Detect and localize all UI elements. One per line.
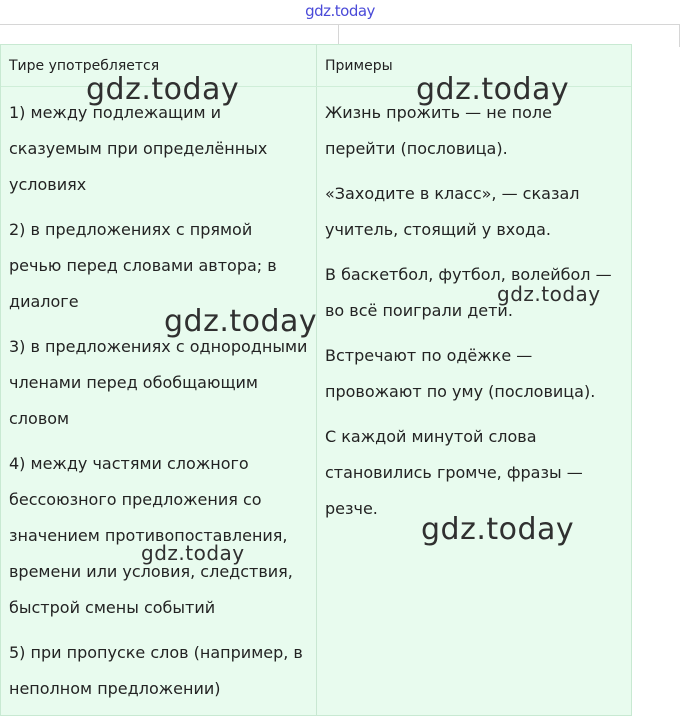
header-examples: Примеры [325, 58, 393, 74]
header-usage: Тире употребляется [9, 58, 160, 74]
watermark: gdz.today [416, 72, 570, 107]
example-item: С каждой минутой слова становились громче, фразы — резче. [325, 427, 583, 518]
watermark: gdz.today [86, 72, 240, 107]
column-divider [316, 45, 317, 715]
rules-column [9, 95, 309, 716]
watermark: gdz.today [497, 282, 601, 306]
watermark: gdz.today [164, 304, 318, 339]
dash-usage-table [0, 44, 632, 716]
rule-item: 3) в предложениях с однородными членами перед обобщающим словом [9, 337, 308, 428]
rule-item: 5) при пропуске слов (например, в неполном предложении) [9, 643, 303, 698]
watermark: gdz.today [421, 512, 575, 547]
watermark: gdz.today [141, 541, 245, 565]
rule-item: 1) между подлежащим и сказуемым при определённых условиях [9, 103, 268, 194]
example-item: В баскетбол, футбол, волейбол — во всё поиграли дети. [325, 265, 612, 320]
top-watermark: gdz.today [305, 2, 375, 20]
examples-column [325, 95, 625, 536]
example-item: «Заходите в класс», — сказал учитель, стоящий у входа. [325, 184, 580, 239]
example-item: Встречают по одёжке — провожают по уму (пословица). [325, 346, 596, 401]
rule-item: 4) между частями сложного бессоюзного предложения со значением противопоставления, времени или условия, следствия, быстрой смены событий [9, 454, 293, 617]
rule-item: 2) в предложениях с прямой речью перед словами автора; в диалоге [9, 220, 277, 311]
header-divider [1, 86, 631, 87]
example-item: Жизнь прожить — не поле перейти (пословица). [325, 103, 552, 158]
